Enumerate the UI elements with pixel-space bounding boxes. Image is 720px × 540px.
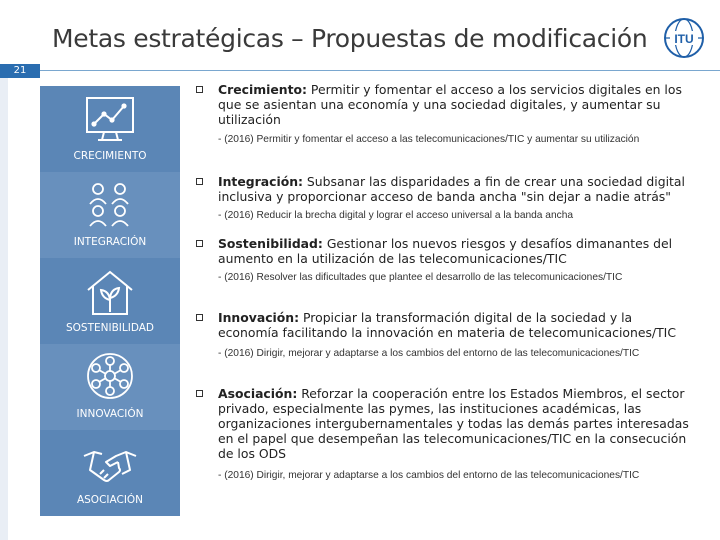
itu-logo: [662, 16, 706, 60]
panel-label: SOSTENIBILIDAD: [65, 322, 154, 334]
goal-heading: Asociación:: [218, 386, 298, 401]
goal-sostenibilidad: [196, 236, 696, 302]
goal-previous: - (2016) Resolver las dificultades que plantee el desarrollo de las telecomunicaciones/TIC: [218, 272, 623, 283]
slide-title: Metas estratégicas – Propuestas de modificación: [52, 24, 648, 53]
handshake-icon: [80, 440, 140, 492]
goal-crecimiento: [196, 82, 696, 172]
bullet: [196, 314, 203, 321]
logo-text: ITU: [674, 32, 694, 46]
panel-label: ASOCIACIÓN: [76, 494, 144, 506]
goal-text: Subsanar las disparidades a fin de crear una sociedad digital inclusiva y proporcionar acceso de banda ancha "sin dejar a nadie atrás": [218, 174, 685, 204]
panel-sostenibilidad: [40, 258, 180, 344]
goal-text: Gestionar los nuevos riesgos y desafíos dimanantes del aumento en la utilización de las telecomunicaciones/TIC: [218, 236, 673, 266]
panel-label: INTEGRACIÓN: [73, 236, 147, 248]
house-plant-icon: [80, 268, 140, 320]
goal-text: Reforzar la cooperación entre los Estados Miembros, el sector privado, especialmente las pymes, las instituciones académicas, las organizaciones intergubernamentales y todas las demás partes interesadas en el papel que desempeñan las telecomunicaciones/TIC en la consecución de los ODS: [218, 386, 689, 461]
left-margin-bar: [0, 78, 8, 540]
bullet: [196, 178, 203, 185]
panel-asociacion: [40, 430, 180, 516]
panel-label: CRECIMIENTO: [73, 150, 147, 162]
goal-heading: Innovación:: [218, 310, 300, 325]
goal-text: Permitir y fomentar el acceso a los servicios digitales en los que se asientan una economía y una sociedad digitales, y aumentar su utilización: [218, 82, 682, 127]
bullet: [196, 240, 203, 247]
network-circle-icon: [80, 350, 140, 402]
goal-previous: - (2016) Reducir la brecha digital y lograr el acceso universal a la banda ancha: [218, 210, 574, 221]
goal-heading: Crecimiento:: [218, 82, 307, 97]
growth-chart-icon: [80, 94, 140, 146]
bullet: [196, 86, 203, 93]
people-group-icon: [80, 180, 140, 232]
goal-heading: Sostenibilidad:: [218, 236, 323, 251]
panel-innovacion: [40, 344, 180, 430]
header-rule: [0, 64, 720, 78]
panel-integracion: [40, 172, 180, 258]
goal-previous: - (2016) Dirigir, mejorar y adaptarse a los cambios del entorno de las telecomunicaciones/TIC: [218, 348, 640, 359]
goal-asociacion: [196, 386, 696, 506]
goal-integracion: [196, 174, 696, 234]
slide-number: 21: [0, 64, 40, 78]
bullet: [196, 390, 203, 397]
goal-previous: - (2016) Permitir y fomentar el acceso a las telecomunicaciones/TIC y aumentar su utilización: [218, 134, 640, 145]
goal-previous: - (2016) Dirigir, mejorar y adaptarse a los cambios del entorno de las telecomunicaciones/TIC: [218, 470, 640, 481]
goal-text: Propiciar la transformación digital de la sociedad y la economía facilitando la innovación en materia de telecomunicaciones/TIC: [218, 310, 676, 340]
goal-heading: Integración:: [218, 174, 303, 189]
goal-innovacion: [196, 310, 696, 380]
panel-label: INNOVACIÓN: [76, 408, 144, 420]
panel-crecimiento: [40, 86, 180, 172]
